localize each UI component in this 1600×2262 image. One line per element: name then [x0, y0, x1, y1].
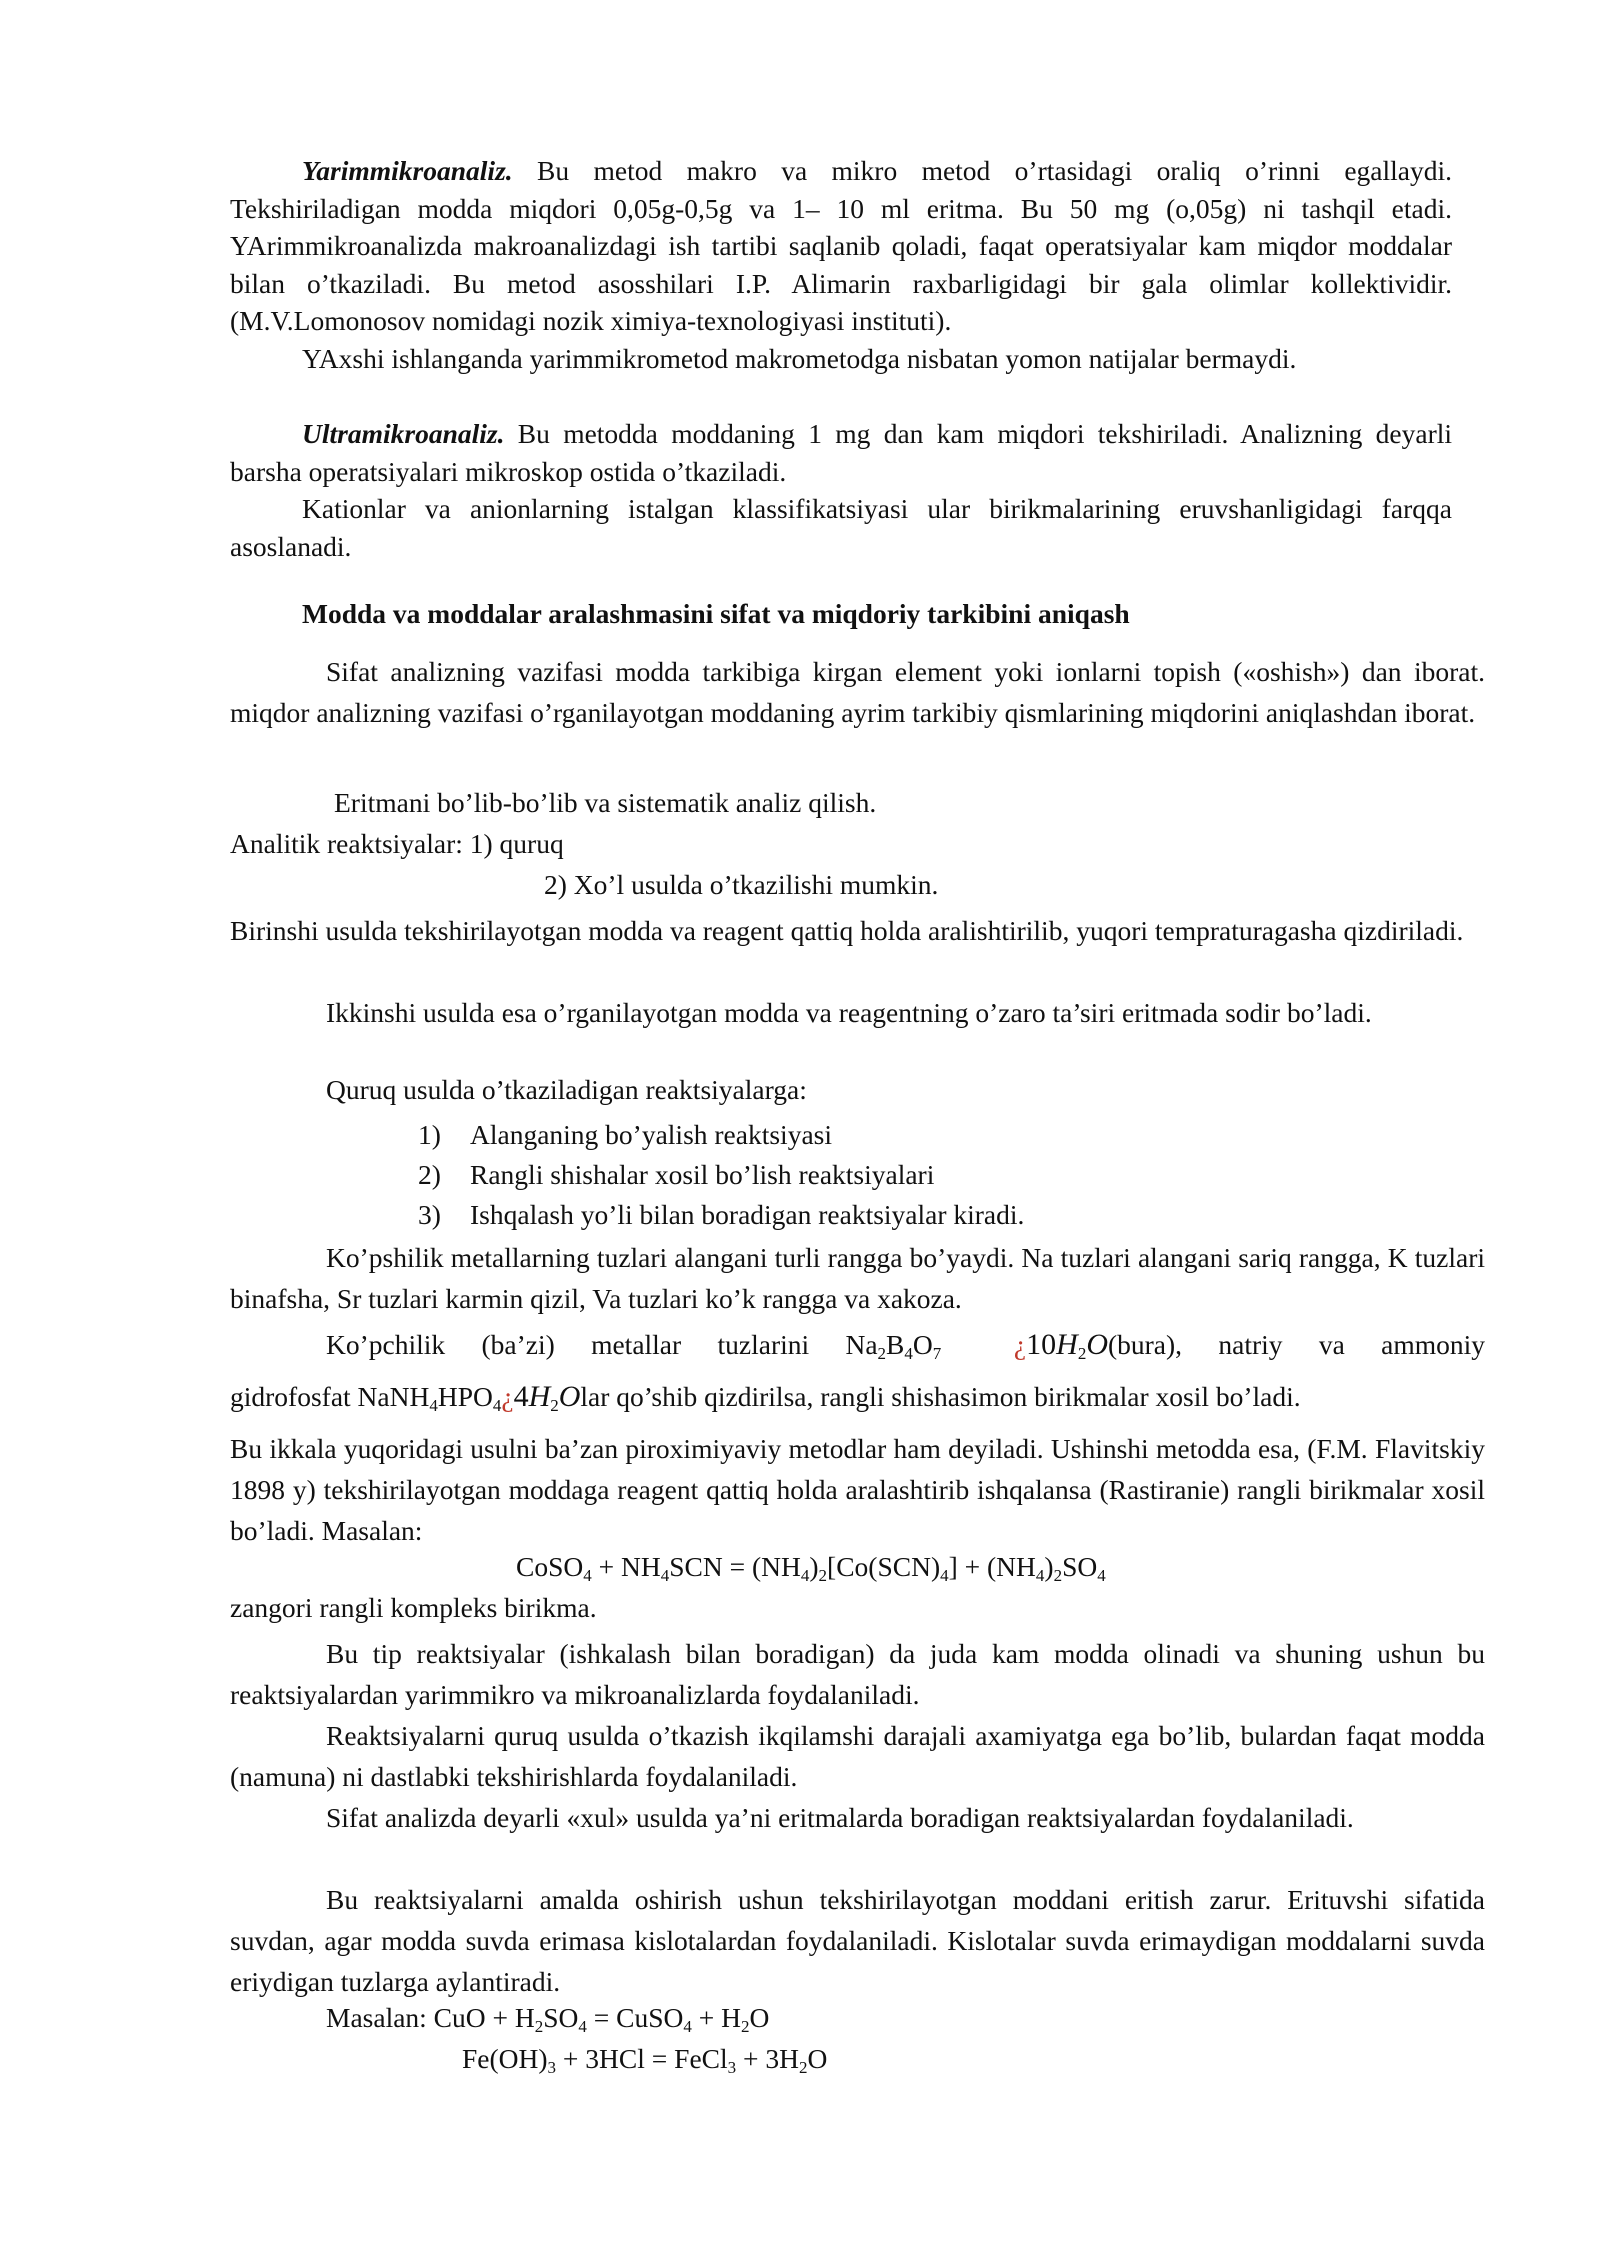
paragraph-text: Bu metodda moddaning 1 mg dan kam miqdori tekshiriladi. Analizning deyarli barsha operatsiyalari mikroskop ostida o’tkaziladi.: [230, 418, 1453, 487]
term-yarimmikroanaliz: Yarimmikroanaliz.: [302, 155, 513, 186]
paragraph-yarimmikroanaliz: [230, 152, 1452, 340]
math-inverted-question: ¿: [1013, 1329, 1027, 1360]
list-item: 2) Rangli shishalar xosil bo’lish reaktsiyalari: [418, 1159, 935, 1190]
paragraph-reaktsiyalarni: Reaktsiyalarni quruq usulda o’tkazish ikqilamshi darajali axamiyatga ega bo’lib, bulardan faqat modda (namuna) ni dastlabki tekshirishlarda foydalaniladi.: [230, 1720, 1485, 1792]
paragraph-text: Bu metod makro va mikro metod o’rtasidagi oraliq o’rinni egallaydi. Tekshiriladigan modda miqdori 0,05g-0,5g va 1– 10 ml eritma. Bu 50 mg (o,05g) ni tashqil etadi. YArimmikroanalizda makroanalizdagi ish tartibi saqlanib qoladi, faqat operatsiyalar kam miqdor moddalar bilan o’tkaziladi. Bu metod asosshilari I.P. Alimarin raxbarligidagi bir gala olimlar kollektividir. (M.V.Lomonosov nomidagi nozik ximiya-texnologiyasi instituti).: [230, 155, 1453, 336]
paragraph-birinshi: Birinshi usulda tekshirilayotgan modda va reagent qattiq holda aralishtirilib, yuqori tempraturagasha qizdiriladi.: [230, 915, 1464, 946]
paragraph-zangori: zangori rangli kompleks birikma.: [230, 1592, 597, 1623]
paragraph-kopchilik-line2: gidrofosfat $NaNH_4HPO_4¿4H_2Olar$ qo’shib qizdirilsa, rangli shishasimon birikmalar xosil bo’ladi.: [230, 1380, 1301, 1415]
paragraph-kationlar: Kationlar va anionlarning istalgan klassifikatsiyasi ular birikmalarining eruvshanligidagi farqqa asoslanadi.: [230, 493, 1452, 562]
paragraph-analitik-2: 2) Xo’l usulda o’tkazilishi mumkin.: [544, 869, 939, 900]
equation-cuo: Masalan: CuO + $H_2SO_4$ = CuSO$_4$ + $H_2O$: [326, 2002, 770, 2036]
paragraph-analitik-1: Analitik reaktsiyalar: 1) quruq: [230, 828, 564, 859]
paragraph-sifat-analiz: Sifat analizning vazifasi modda tarkibiga kirgan element yoki ionlarni topish («oshish») dan iborat. miqdor analizning vazifasi o’rganilayotgan moddaning ayrim tarkibiy qismlarining miqdorini aniqlashdan iborat.: [230, 656, 1485, 728]
paragraph-kopshilik: Ko’pshilik metallarning tuzlari alangani turli rangga bo’yaydi. Na tuzlari alangani sariq rangga, K tuzlari binafsha, Sr tuzlari karmin qizil, Va tuzlari ko’k rangga va xakoza.: [230, 1242, 1485, 1314]
paragraph-bu-tip: Bu tip reaktsiyalar (ishkalash bilan boradigan) da juda kam modda olinadi va shuning ushun bu reaktsiyalardan yarimmikro va mikroanalizlarda foydalaniladi.: [230, 1638, 1485, 1710]
paragraph-eritish: Bu reaktsiyalarni amalda oshirish ushun tekshirilayotgan moddani eritish zarur. Erituvshi sifatida suvdan, agar modda suvda erimasa kislotalardan foydalaniladi. Kislotalar suvda erimaydigan moddalarni suvda eriydigan tuzlarga aylantiradi.: [230, 1884, 1485, 1997]
paragraph-kopchilik-line1: Ko’pchilik (ba’zi) metallar tuzlarini $Na_2B_4O_7$ ¿$10H_2O(bura)$, natriy va ammoniy: [326, 1328, 1486, 1363]
paragraph-yaxshi: YAxshi ishlanganda yarimmikrometod makrometodga nisbatan yomon natijalar bermaydi.: [302, 343, 1297, 374]
paragraph-ikkinshi: Ikkinshi usulda esa o’rganilayotgan modda va reagentning o’zaro ta’siri eritmada sodir bo’ladi.: [326, 997, 1372, 1028]
paragraph-ultramikroanaliz: [230, 415, 1452, 490]
reaction-list: [418, 1115, 1024, 1235]
paragraph-quruq: Quruq usulda o’tkaziladigan reaktsiyalarga:: [326, 1074, 807, 1105]
list-item: 3) Ishqalash yo’li bilan boradigan reaktsiyalar kiradi.: [418, 1199, 1025, 1230]
section-heading: Modda va moddalar aralashmasini sifat va miqdoriy tarkibini aniqash: [302, 598, 1130, 629]
paragraph-eritmani: Eritmani bo’lib-bo’lib va sistematik analiz qilish.: [334, 787, 877, 818]
math-inverted-question: ¿: [501, 1381, 514, 1412]
list-item: 1) Alanganing bo’yalish reaktsiyasi: [418, 1119, 832, 1150]
equation-coso4: CoSO$_4$ + $NH_4SCN = (NH_4)_2[Co(SCN)_4] + (NH_4)_2SO_4$: [516, 1551, 1106, 1585]
paragraph-sifat-analizda: Sifat analizda deyarli «xul» usulda ya’ni eritmalarda boradigan reaktsiyalardan foydalaniladi.: [326, 1802, 1354, 1833]
paragraph-ikkala: Bu ikkala yuqoridagi usulni ba’zan piroximiyaviy metodlar ham deyiladi. Ushinshi metodda esa, (F.M. Flavitskiy 1898 y) tekshirilayotgan moddaga reagent qattiq holda aralashtirib ishqalansa (Rastiranie) rangli birikmalar xosil bo’ladi. Masalan:: [230, 1433, 1485, 1546]
term-ultramikroanaliz: Ultramikroanaliz.: [302, 418, 505, 449]
equation-feoh3: $Fe(OH)_3 + 3HCl$ = FeCl$_3$ + $3H_2O$: [462, 2043, 828, 2077]
